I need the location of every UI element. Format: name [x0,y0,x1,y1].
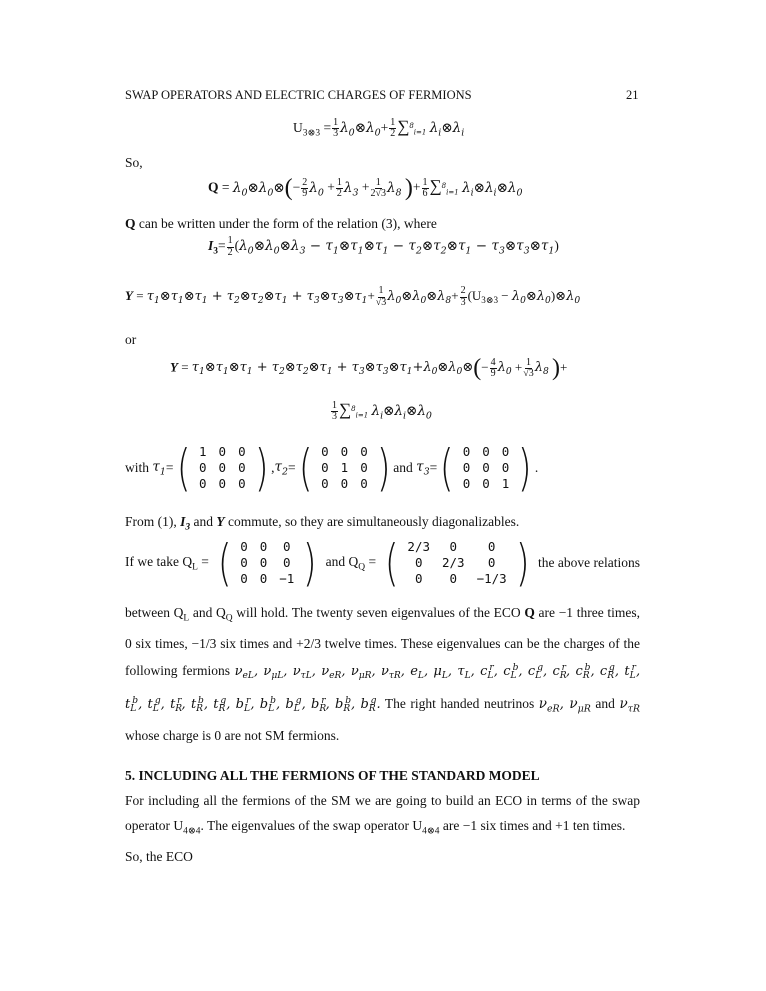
matrix-row [401,539,512,555]
tau-matrices-line: with $\tau_1$ = ( 1 0 0 0 0 0 0 0 0 ) , $\tau_2$ = ( 0 0 0 0 1 0 0 0 0 ) and $\tau_3$ = ( 0 0 0 0 0 0 0 0 1 ) . [125,439,539,497]
matrix-cell: 0 [321,444,329,459]
sub-Q: Q [358,562,366,573]
matrix-cell: 1 [340,460,349,475]
matrix-row [401,555,512,571]
matrix-cell: −1 [279,571,295,586]
matrix-cell: 0 [240,571,248,586]
matrix-cell: 0 [340,476,349,491]
p1b: and Q [192,605,226,620]
matrix-cell: 0 [501,460,510,475]
matrix-cell: 0 [283,539,291,554]
matrix-QL: ( 0 0 0 0 0 0 0 0 −1 ) [217,534,317,592]
whose-charge: whose charge is 0 are not SM fermions. [125,727,340,743]
p1c: will hold. The twenty seven eigenvalues of the ECO [236,605,521,620]
matrix-cell: 0 [259,571,268,586]
matrix-row [193,460,252,476]
matrix-cell: 0 [360,476,368,491]
q-intro-text: can be written under the form of the relation (3), where [138,216,437,231]
matrix-cell: 0 [414,571,423,586]
matrix-QQ: ( 2/3 0 0 0 2/3 0 0 0 −1/3 ) [384,534,530,592]
matrix-cell: 1 [199,444,207,459]
paragraph-eigenvalues: between $Q_L$ and $Q_Q$ will hold. The twenty seven eigenvalues of the ECO Q are −1 three times, 0 six times, −1/3 six times and +2/3 twelve times. These eigenvalues can be the charges of the following fermions $\nu_{eL}$, $\nu_{\mu L}$, $\nu_{\tau L}$, $\nu_{eR}$, $\nu_{\mu R}$, $\nu_{\tau R}$, $e_L$, $\mu_L$, $\tau_L$, $c_L^r$, $c_L^b$, $c_L^g$, $c_R^r$, $c_R^b$, $c_R^g$, $t_L^r$, $t_L^b$, $t_L^g$, $t_R^r$, $t_R^b$, $t_R^g$, $b_L^r$, $b_L^b$, $b_L^g$, $b_R^r$, $b_R^b$, $b_R^g$. The right handed neutrinos $\nu_{eR}$, $\nu_{\mu R}$ and $\nu_{\tau R}$ whose charge is 0 are not SM fermions. [125,605,641,743]
sub-L: L [192,562,198,573]
matrix-cell: 0 [449,571,458,586]
matrix-row [193,476,252,492]
matrix-cell: 2/3 [407,539,430,554]
above-relations: the above relations [538,555,640,570]
matrix-cell: 0 [259,555,268,570]
matrix-cell: 0 [462,460,471,475]
equation-u33: $U_{3\otimes 3}$ = $\frac{1}{3}$ $\lambda_0\otimes\lambda_0+$ $\frac{1}{2}$ ∑$^8_{i=1}$ $\lambda_i\otimes\lambda_i$ [293,116,465,140]
page-number: 21 [626,88,639,102]
matrix-cell: 0 [238,444,246,459]
matrix-cell: 0 [501,444,510,459]
matrix-cell: 0 [482,444,490,459]
matrix-row [315,460,374,476]
right-handed: The right handed neutrinos [384,696,535,712]
matrix-cell: 0 [199,460,207,475]
from1-a: From (1), [125,514,177,529]
text-from1: From (1), $I_3$ and Y commute, so they are simultaneously diagonalizables. [125,514,520,533]
matrix-cell: 0 [238,460,246,475]
running-header: SWAP OPERATORS AND ELECTRIC CHARGES OF FERMIONS [125,88,472,102]
equation-y2: $Y = \tau_1\otimes\tau_1\otimes\tau_1$ + $\tau_2\otimes\tau_2\otimes\tau_1$ + $\tau_3\otimes\tau_3\otimes\tau_1+\lambda_0\otimes\lambda_0\otimes(-$ $\frac{4}{9}$ $\lambda_0$ + $\frac{1}{√3}$ $\lambda_8$ )+ [170,355,568,381]
matrix-cell: 0 [462,444,471,459]
text-or: or [125,332,137,347]
equation-y2-cont: $\frac{1}{3}$ ∑$^8_{i=1}$ $\lambda_i\otimes\lambda_i\otimes\lambda_0$ [332,399,432,423]
matrix-cell: 0 [218,444,227,459]
matrix-cell: 0 [482,460,490,475]
text-so: So, [125,155,143,170]
p1a: between Q [125,605,184,620]
matrix-cell: 2/3 [442,555,465,570]
matrix-cell: 0 [321,460,329,475]
matrix-cell: 0 [449,539,458,554]
matrix-cell: 0 [199,476,207,491]
matrix-cell: 0 [487,555,496,570]
matrix-row [401,571,512,587]
matrix-cell: 0 [414,555,423,570]
matrix-cell: 0 [240,555,248,570]
section-title: 5. INCLUDING ALL THE FERMIONS OF THE STANDARD MODEL [125,768,540,783]
matrix-cell: 0 [360,444,368,459]
equation-i3: $I_3=$ $\frac{1}{2}$ ($\lambda_0\otimes\lambda_0\otimes\lambda_3$ − $\tau_1\otimes\tau_1\otimes\tau_1$ − $\tau_2\otimes\tau_2\otimes\tau_1$ − $\tau_3\otimes\tau_3\otimes\tau_1$) [208,235,559,258]
matrix-row [193,444,252,460]
sub-u44-b: 4⊗4 [422,826,440,837]
matrix-cell: 0 [259,539,268,554]
matrix-cell: 0 [321,476,329,491]
matrix-cell: 0 [482,476,490,491]
matrix-row [234,539,300,555]
matrix-row [457,476,516,492]
p1d: are −1 three times, 0 six times, −1/3 six times and +2/3 twelve times. These eigenvalues can be the charges of the following fermions [125,605,641,679]
p2c: are −1 six times and +1 ten times. [442,818,626,833]
paragraph-section5 [125,788,640,869]
matrix-cell: 0 [218,476,227,491]
p2b: . The eigenvalues of the swap operator U [200,818,423,833]
matrix-cell: 0 [487,539,496,554]
text-if-take: If we take $Q_L$ = ( 0 0 0 0 0 0 0 0 −1 ) and $Q_Q$ = ( 2/3 0 0 0 2/3 0 0 0 −1/3 ) the above relations [125,534,640,592]
matrix-row [234,571,300,587]
so-eco: So, the ECO [125,849,193,865]
matrix-cell: −1/3 [476,571,507,586]
from1-b: and [193,514,213,529]
and-q: and Q [325,553,359,569]
matrix-cell: 1 [501,476,510,491]
equation-y1: $Y = \tau_1\otimes\tau_1\otimes\tau_1$ + $\tau_2\otimes\tau_2\otimes\tau_1$ + $\tau_3\otimes\tau_3\otimes\tau_1+$ $\frac{1}{√3}$ $\lambda_0\otimes\lambda_0\otimes\lambda_8+$ $\frac{2}{3}$ ($U_{3\otimes 3}$ − $\lambda_0\otimes\lambda_0)\otimes\lambda_0$ [125,285,581,308]
text-with: with [125,460,150,475]
equation-q: $Q = \lambda_0\otimes\lambda_0\otimes(-$ $\frac{2}{9}$ $\lambda_0$ + $\frac{1}{2}$ $\lambda_3$ + $\frac{1}{2√3}$ $\lambda_8$ )+ $\frac{1}{6}$ ∑$^8_{i=1}$ $\lambda_i\otimes\lambda_i\otimes\lambda_0$ [208,175,523,201]
text-and: and [393,460,413,475]
matrix-tau1: ( 1 0 0 0 0 0 0 0 0 ) [176,439,269,497]
p2a: For including all the fermions of the SM we are going to build an ECO in terms of the swap operator U [125,793,640,833]
matrix-tau3: ( 0 0 0 0 0 0 0 0 1 ) [440,439,532,497]
matrix-row [234,555,300,571]
from1-c: commute, so they are simultaneously diagonalizables. [227,514,520,529]
matrix-cell: 0 [360,460,368,475]
matrix-row [315,444,374,460]
matrix-cell: 0 [240,539,248,554]
text-q-intro [125,216,437,232]
matrix-cell: 0 [218,460,227,475]
matrix-row [315,476,374,492]
matrix-row [457,460,516,476]
subscript: 3⊗3 [302,128,321,139]
q-symbol: Q [125,216,136,231]
matrix-cell: 0 [238,476,246,491]
matrix-row [457,444,516,460]
matrix-tau2: ( 0 0 0 0 1 0 0 0 0 ) [298,439,391,497]
matrix-cell: 0 [283,555,291,570]
sub-u44-a: 4⊗4 [183,826,201,837]
matrix-cell: 0 [340,444,349,459]
matrix-cell: 0 [462,476,471,491]
if-take: If we take Q [125,553,193,569]
